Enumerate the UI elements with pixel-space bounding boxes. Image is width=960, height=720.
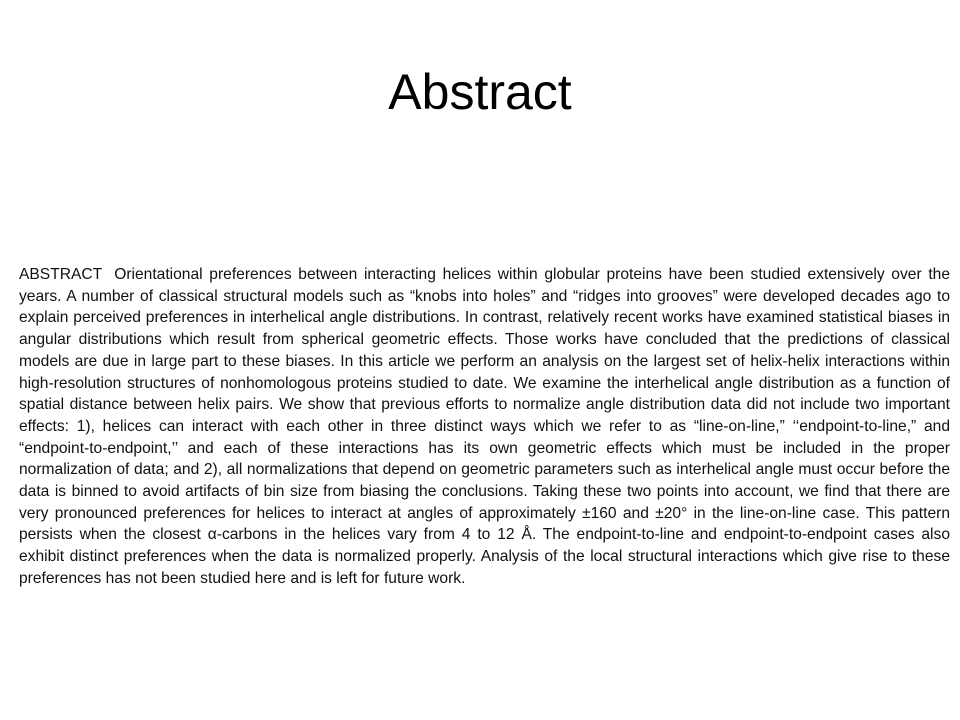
abstract-label: ABSTRACT bbox=[19, 266, 103, 283]
slide-title: Abstract bbox=[388, 64, 572, 120]
abstract-paragraph bbox=[19, 264, 950, 590]
abstract-text: Orientational preferences between interacting helices within globular proteins have been studied extensively over the years. A number of classical structural models such as “knobs into holes” and “ridges into grooves” were developed decades ago to explain perceived preferences in interhelical angle distributions. In contrast, relatively recent works have examined statistical biases in angular distributions which result from spherical geometric effects. Those works have concluded that the predictions of classical models are due in large part to these biases. In this article we perform an analysis on the largest set of helix-helix interactions within high-resolution structures of nonhomologous proteins studied to date. We examine the interhelical angle distribution as a function of spatial distance between helix pairs. We show that previous efforts to normalize angle distribution data did not include two important effects: 1), helices can interact with each other in three distinct ways which we refer to as “line-on-line,” ‘‘endpoint-to-line,” and “endpoint-to-endpoint,’’ and each of these interactions has its own geometric effects which must be included in the proper normalization of data; and 2), all normalizations that depend on geometric parameters such as interhelical angle must occur before the data is binned to avoid artifacts of bin size from biasing the conclusions. Taking these two points into account, we find that there are very pronounced preferences for helices to interact at angles of approximately ±160 and ±20° in the line-on-line case. This pattern persists when the closest α-carbons in the helices vary from 4 to 12 Å. The endpoint-to-line and endpoint-to-endpoint cases also exhibit distinct preferences when the data is normalized properly. Analysis of the local structural interactions which give rise to these preferences has not been studied here and is left for future work. bbox=[19, 266, 950, 587]
